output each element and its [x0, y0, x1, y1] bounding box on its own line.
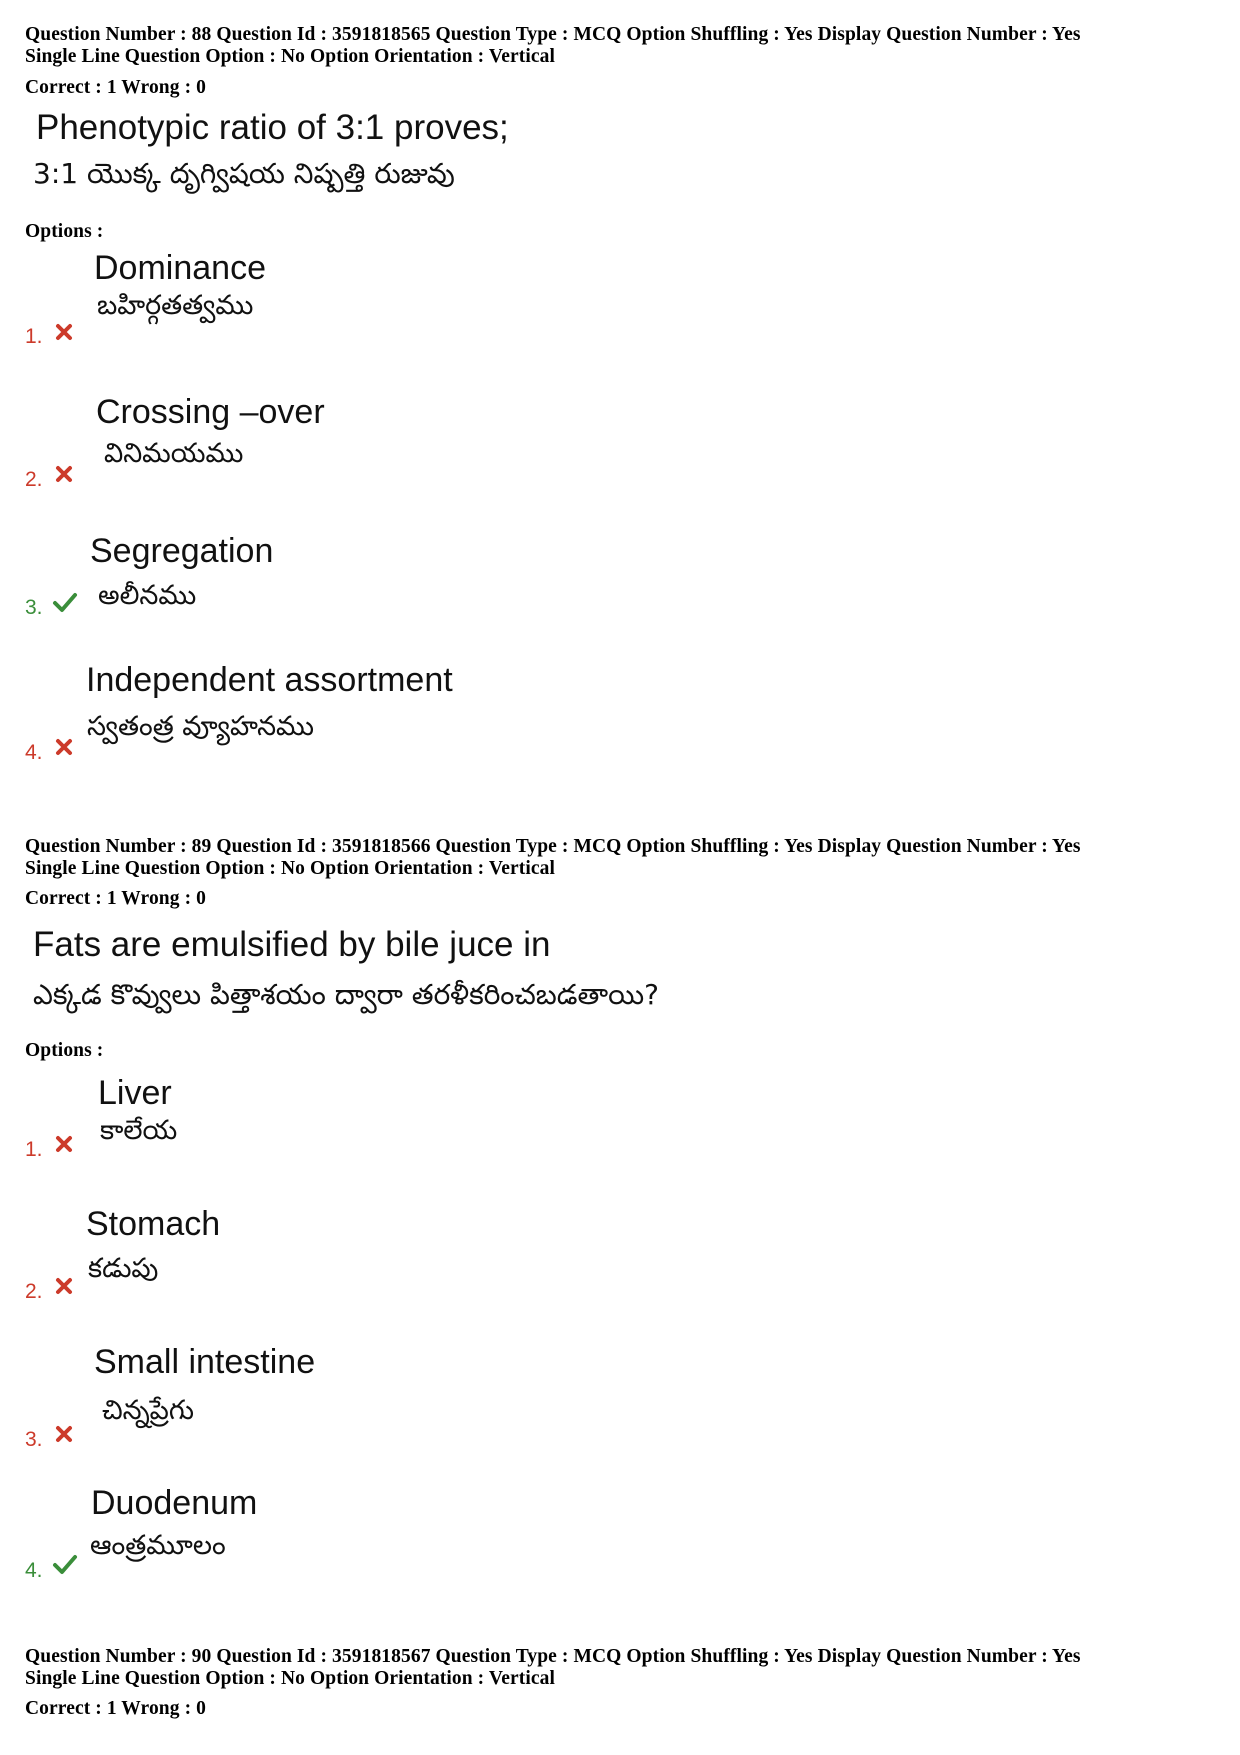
- option-text-en: Small intestine: [94, 1343, 316, 1381]
- option-text-en: Crossing –over: [96, 393, 325, 431]
- option-number: 1.: [25, 325, 43, 348]
- cross-icon: [53, 1133, 75, 1155]
- check-icon: [52, 591, 78, 613]
- option-number: 3.: [25, 596, 43, 619]
- option-text-te: బహిర్గతత్వము: [97, 290, 254, 321]
- question-text-te: 3:1 యొక్క దృగ్విషయ నిష్పత్తి రుజువు: [33, 157, 455, 190]
- cross-icon: [53, 736, 75, 758]
- option-text-te: చిన్నప్రేగు: [102, 1395, 194, 1426]
- option-text-en: Stomach: [86, 1205, 221, 1243]
- option-text-te: వినిమయము: [104, 438, 244, 469]
- option-number: 4.: [25, 741, 43, 764]
- option-text-te: స్వతంత్ర వ్యూహనము: [87, 711, 314, 742]
- option-number: 2.: [25, 468, 43, 491]
- options-label: Options :: [25, 1040, 104, 1061]
- option-text-en: Independent assortment: [86, 661, 453, 699]
- cross-icon: [53, 321, 75, 343]
- question-text-en: Phenotypic ratio of 3:1 proves;: [36, 108, 509, 147]
- question-meta-line-3: Correct : 1 Wrong : 0: [25, 1698, 206, 1719]
- question-meta-line-2: Single Line Question Option : No Option Orientation : Vertical: [25, 46, 556, 67]
- option-text-en: Segregation: [90, 532, 274, 570]
- question-text-en: Fats are emulsified by bile juce in: [33, 925, 551, 964]
- option-text-te: కడుపు: [88, 1253, 159, 1284]
- question-meta-line-1: Question Number : 90 Question Id : 3591818567 Question Type : MCQ Option Shuffling : Yes Display Question Number : Yes: [25, 1646, 1081, 1667]
- cross-icon: [53, 463, 75, 485]
- option-text-te: కాలేయ: [100, 1115, 178, 1146]
- question-meta-line-1: Question Number : 88 Question Id : 3591818565 Question Type : MCQ Option Shuffling : Yes Display Question Number : Yes: [25, 24, 1081, 45]
- question-meta-line-3: Correct : 1 Wrong : 0: [25, 888, 206, 909]
- question-meta-line-3: Correct : 1 Wrong : 0: [25, 77, 206, 98]
- question-text-te: ఎక్కడ కొవ్వులు పిత్తాశయం ద్వారా తరళీకరించబడతాయి?: [33, 978, 659, 1011]
- option-text-en: Liver: [98, 1074, 172, 1112]
- option-text-te: అలీనము: [98, 580, 197, 611]
- option-number: 2.: [25, 1280, 43, 1303]
- question-meta-line-2: Single Line Question Option : No Option Orientation : Vertical: [25, 1668, 556, 1689]
- options-label: Options :: [25, 221, 104, 242]
- question-meta-line-1: Question Number : 89 Question Id : 3591818566 Question Type : MCQ Option Shuffling : Yes Display Question Number : Yes: [25, 836, 1081, 857]
- question-meta-line-2: Single Line Question Option : No Option Orientation : Vertical: [25, 858, 556, 879]
- cross-icon: [53, 1423, 75, 1445]
- option-text-en: Duodenum: [91, 1484, 258, 1522]
- cross-icon: [53, 1275, 75, 1297]
- option-text-te: ఆంత్రమూలం: [90, 1530, 226, 1561]
- option-number: 4.: [25, 1559, 43, 1582]
- option-number: 1.: [25, 1138, 43, 1161]
- check-icon: [52, 1553, 78, 1575]
- option-text-en: Dominance: [94, 249, 266, 287]
- option-number: 3.: [25, 1428, 43, 1451]
